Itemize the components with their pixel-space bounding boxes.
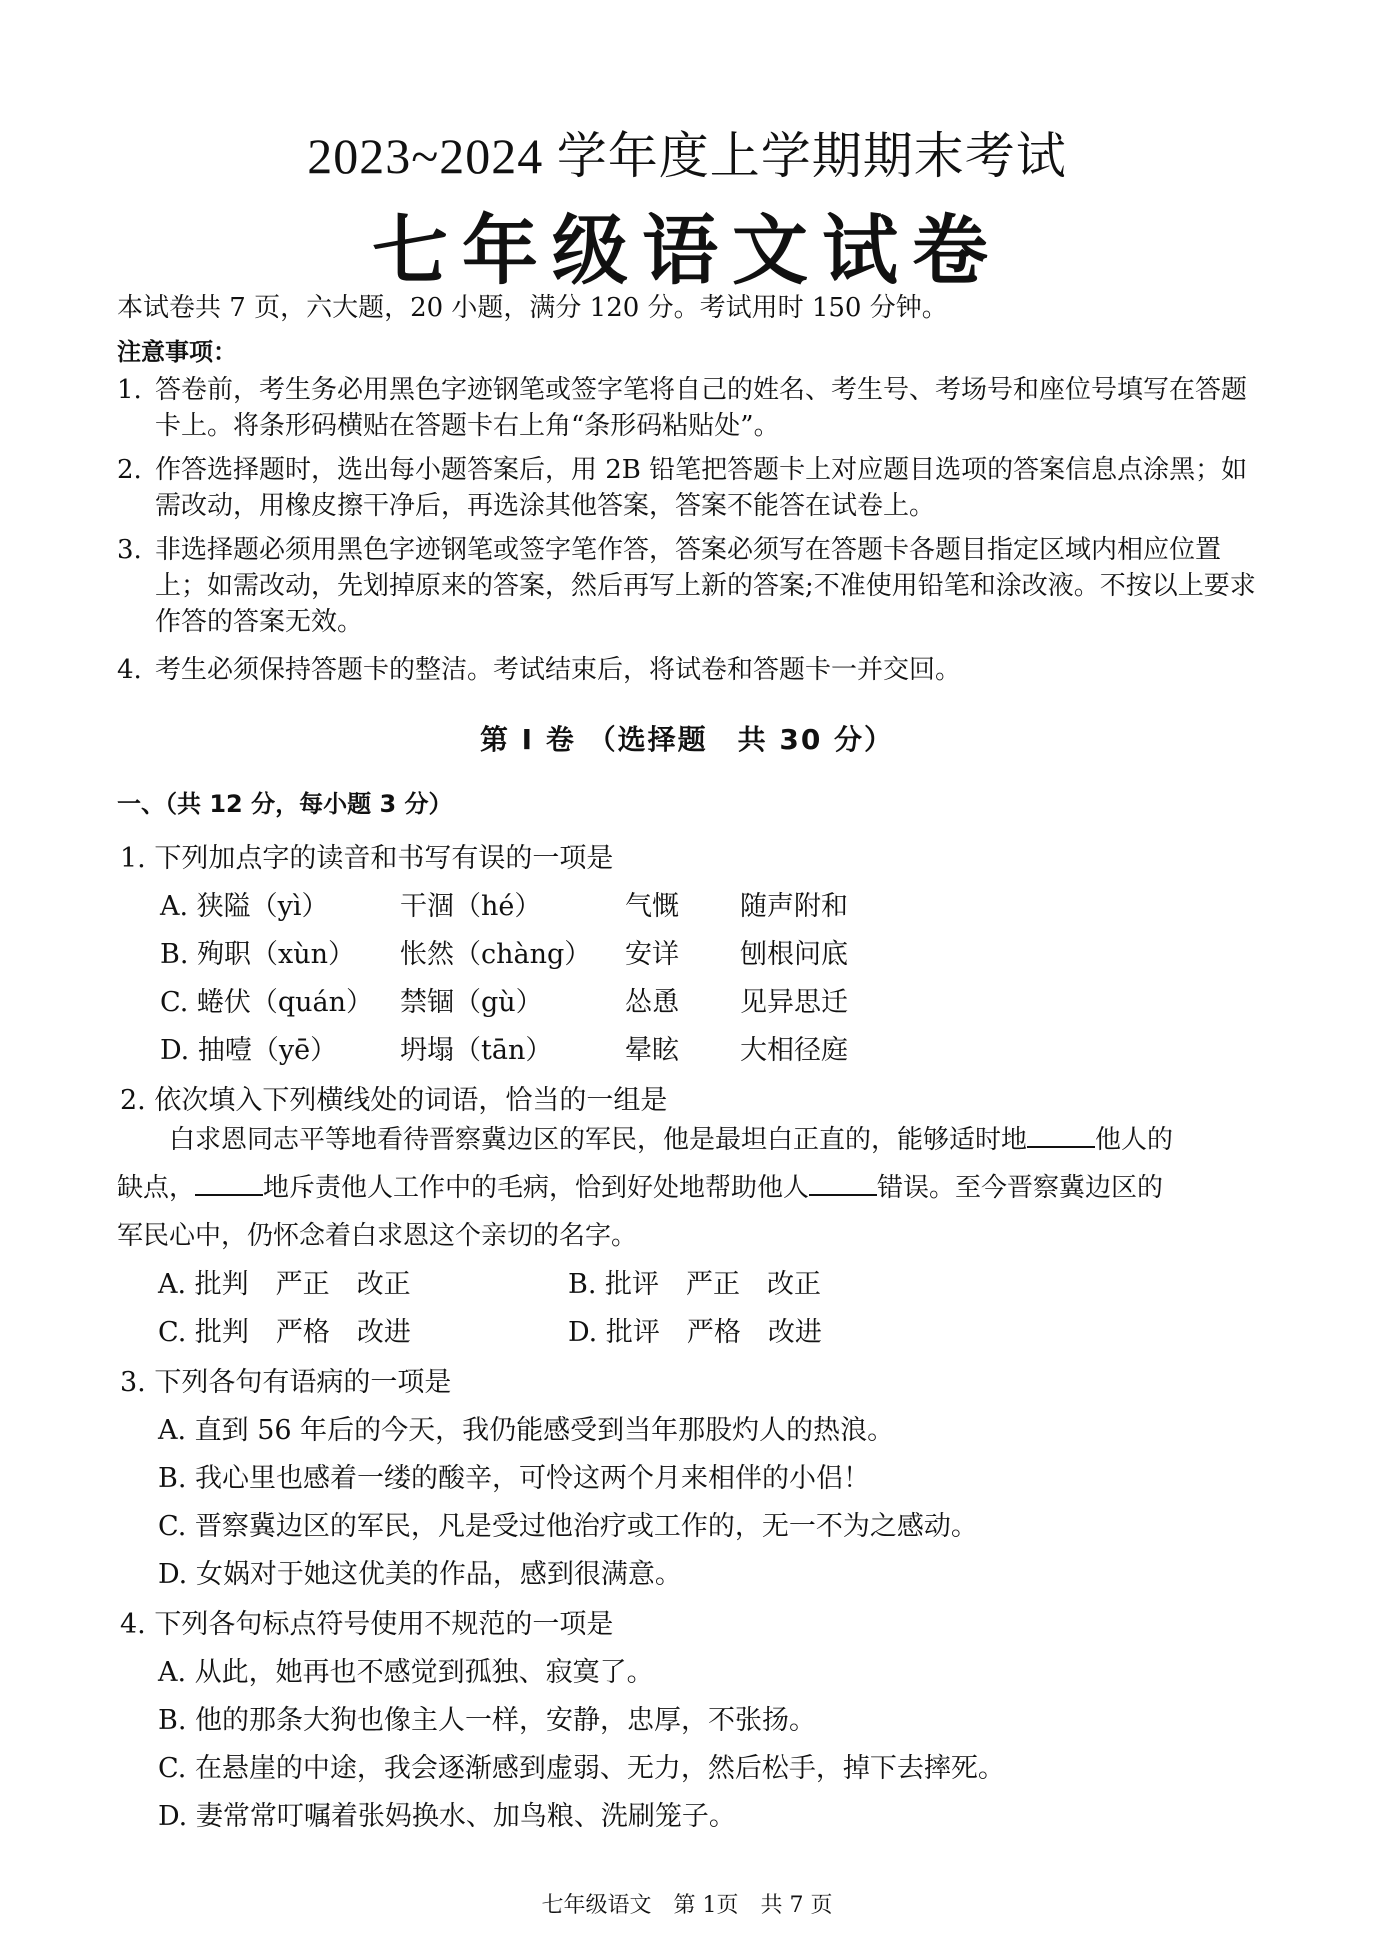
option-cell: 怅然（chàng） <box>400 939 592 970</box>
notice-item-text: 非选择题必须用黑色字迹钢笔或签字笔作答，答案必须写在答题卡各题目指定区域内相应位置上；如需改动，先划掉原来的答案，然后再写上新的答案;不准使用铅笔和涂改液。不按以上要求作答的答案无效。 <box>155 535 1256 637</box>
option-cell: 大相径庭 <box>740 1035 848 1066</box>
answer-blank <box>195 1170 263 1196</box>
question-3-stem: 3. 下列各句有语病的一项是 <box>120 1367 452 1398</box>
option-cell: 干涸（hé） <box>400 891 542 922</box>
answer-blank <box>809 1170 877 1196</box>
option-cell: 晕眩 <box>625 1035 679 1066</box>
part-heading: 一、（共 12 分，每小题 3 分） <box>117 790 453 818</box>
passage-text: 白求恩同志平等地看待晋察冀边区的军民，他是最坦白正直的，能够适时地 <box>169 1125 1028 1155</box>
notice-heading: 注意事项： <box>117 338 237 366</box>
option-cell: 坍塌（tān） <box>400 1035 553 1066</box>
answer-blank <box>1027 1122 1095 1148</box>
question-4-stem: 4. 下列各句标点符号使用不规范的一项是 <box>120 1609 614 1640</box>
option-cell: B. 殉职（xùn） <box>160 939 356 970</box>
section-title: 第 I 卷 （选择题 共 30 分） <box>479 723 895 756</box>
option-cell: C. 蜷伏（quán） <box>160 987 374 1018</box>
passage-text: 军民心中，仍怀念着白求恩这个亲切的名字。 <box>117 1221 638 1251</box>
option-cell: 安详 <box>625 939 679 970</box>
notice-item-number: 1. <box>117 375 142 405</box>
exam-intro: 本试卷共 7 页，六大题，20 小题，满分 120 分。考试用时 150 分钟。 <box>117 293 948 323</box>
exam-year-title: 2023~2024 学年度上学期期末考试 <box>307 128 1067 184</box>
notice-item <box>117 532 1267 640</box>
option-cell: 气慨 <box>625 891 679 922</box>
passage-text: 缺点， <box>117 1173 196 1203</box>
question-1-stem: 1. 下列加点字的读音和书写有误的一项是 <box>120 843 614 874</box>
question-2-option: D. 批评 严格 改进 <box>568 1317 822 1348</box>
question-3-option: B. 我心里也感着一缕的酸辛，可怜这两个月来相伴的小侣！ <box>158 1463 871 1494</box>
option-cell: A. 狭隘（yì） <box>160 891 329 922</box>
option-cell: 刨根问底 <box>740 939 848 970</box>
question-3-option: C. 晋察冀边区的军民，凡是受过他治疗或工作的，无一不为之感动。 <box>158 1511 978 1542</box>
question-2-stem: 2. 依次填入下列横线处的词语，恰当的一组是 <box>120 1085 668 1116</box>
question-4-option: A. 从此，她再也不感觉到孤独、寂寞了。 <box>158 1657 654 1688</box>
notice-item-number: 2. <box>117 455 142 485</box>
question-2-option: B. 批评 严正 改正 <box>568 1269 822 1300</box>
question-4-option: B. 他的那条大狗也像主人一样，安静，忠厚，不张扬。 <box>158 1705 817 1736</box>
passage-text: 错误。至今晋察冀边区的 <box>877 1173 1164 1203</box>
notice-item-text: 答卷前，考生务必用黑色字迹钢笔或签字笔将自己的姓名、考生号、考场号和座位号填写在答题卡上。将条形码横贴在答题卡右上角“条形码粘贴处”。 <box>155 375 1248 441</box>
question-2-option: C. 批判 严格 改进 <box>158 1317 411 1348</box>
notice-item <box>117 372 1267 444</box>
notice-item-number: 3. <box>117 535 142 565</box>
passage-text: 地斥责他人工作中的毛病，恰到好处地帮助他人 <box>263 1173 810 1203</box>
option-cell: 见异思迁 <box>740 987 848 1018</box>
notice-item <box>117 452 1267 524</box>
option-cell: 随声附和 <box>740 891 848 922</box>
notice-item-text: 考生必须保持答题卡的整洁。考试结束后，将试卷和答题卡一并交回。 <box>155 655 962 685</box>
question-3-option: D. 女娲对于她这优美的作品，感到很满意。 <box>158 1559 682 1590</box>
passage-text: 他人的 <box>1095 1125 1174 1155</box>
question-2-passage <box>117 1116 1267 1260</box>
option-cell: D. 抽噎（yē） <box>160 1035 338 1066</box>
notice-item-text: 作答选择题时，选出每小题答案后，用 2B 铅笔把答题卡上对应题目选项的答案信息点涂黑；如需改动，用橡皮擦干净后，再选涂其他答案，答案不能答在试卷上。 <box>155 455 1248 521</box>
notice-item <box>117 652 1267 688</box>
question-4-option: D. 妻常常叮嘱着张妈换水、加鸟粮、洗刷笼子。 <box>158 1801 736 1832</box>
question-4-option: C. 在悬崖的中途，我会逐渐感到虚弱、无力，然后松手，掉下去摔死。 <box>158 1753 1005 1784</box>
page-footer: 七年级语文 第 1页 共 7 页 <box>541 1893 833 1918</box>
option-cell: 怂恿 <box>625 987 679 1018</box>
exam-main-title: 七年级语文试卷 <box>372 206 1002 295</box>
question-2-option: A. 批判 严正 改正 <box>158 1269 411 1300</box>
question-3-option: A. 直到 56 年后的今天，我仍能感受到当年那股灼人的热浪。 <box>158 1415 895 1446</box>
option-cell: 禁锢（gù） <box>400 987 543 1018</box>
notice-item-number: 4. <box>117 655 142 685</box>
